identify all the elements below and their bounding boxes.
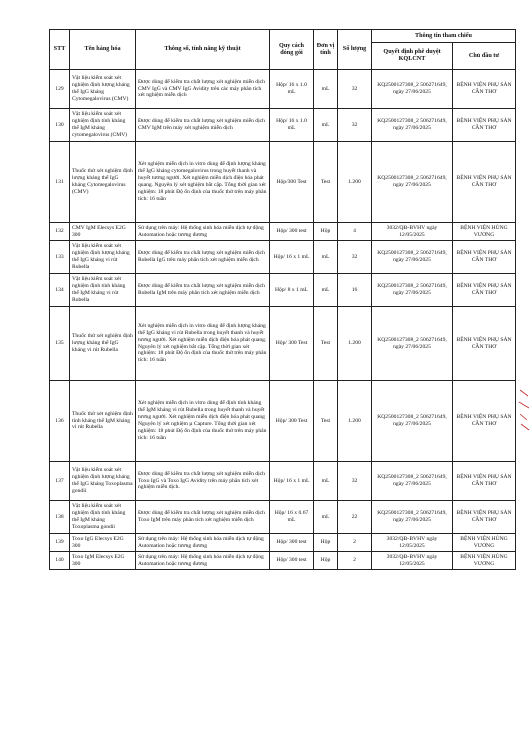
cell-name: Vật liệu kiểm soát xét nghiệm định tính kháng thể IgM kháng Toxoplasma gondii bbox=[70, 501, 136, 534]
cell-specs: Được dùng để kiểm tra chất lượng xét nghiệm miễn dịch Toxo IgG và Toxo IgG Avidity trên máy phân tích xét nghiệm miễn dịch. bbox=[136, 462, 270, 501]
cell-stt: 136 bbox=[50, 381, 70, 462]
cell-specs: Sử dụng trên máy: Hệ thống sinh hóa miễn dịch tự động Automation hoặc tương đương bbox=[136, 552, 270, 570]
cell-quantity: 16 bbox=[338, 274, 372, 307]
cell-decision: KQ2500127308_2 506271649, ngày 27/06/2025 bbox=[372, 142, 453, 223]
header-decision: Quyết định phê duyệt KQLCNT bbox=[372, 43, 453, 70]
cell-packaging: Hộp/ 300 test bbox=[270, 552, 314, 570]
cell-investor: BỆNH VIỆN PHỤ SẢN CẦN THƠ bbox=[453, 241, 516, 274]
cell-investor: BỆNH VIỆN PHỤ SẢN CẦN THƠ bbox=[453, 109, 516, 142]
cell-decision: KQ2500127308_2 506271649, ngày 27/06/2025 bbox=[372, 381, 453, 462]
cell-quantity: 32 bbox=[338, 241, 372, 274]
cell-name: Vật liệu kiểm soát xét nghiệm định lượng kháng thể IgG kháng Cytomegalovirus (CMV) bbox=[70, 70, 136, 109]
cell-decision: KQ2500127308_2 506271649, ngày 27/06/2025 bbox=[372, 274, 453, 307]
cell-stt: 130 bbox=[50, 109, 70, 142]
cell-investor: BỆNH VIỆN HÙNG VƯƠNG bbox=[453, 534, 516, 552]
cell-packaging: Hộp/ 300 Test bbox=[270, 307, 314, 381]
cell-unit: Test bbox=[314, 142, 338, 223]
cell-stt: 135 bbox=[50, 307, 70, 381]
cell-specs: Được dùng để kiểm tra chất lượng xét nghiệm miễn dịch Toxo IgM trên máy phân tích xét nghiệm miễn dịch bbox=[136, 501, 270, 534]
header-row-top bbox=[50, 30, 516, 43]
cell-investor: BỆNH VIỆN PHỤ SẢN CẦN THƠ bbox=[453, 381, 516, 462]
cell-unit: Hộp bbox=[314, 223, 338, 241]
header-name: Tên hàng hóa bbox=[70, 30, 136, 70]
cell-specs: Xét nghiệm miễn dịch in vitro dùng để định tính kháng thể IgM kháng vi rút Rubella trong huyết thanh và huyết tương người. Xét nghiệm miễn dịch điện hóa phát quang Nguyên lý xét nghiệm µ Capture. Tổng thời gian xét nghiệm: 18 phút Độ ổn định của thuốc thử trên máy phân tích: 16 tuần bbox=[136, 381, 270, 462]
cell-stt: 137 bbox=[50, 462, 70, 501]
cell-unit: mL bbox=[314, 70, 338, 109]
cell-investor: BỆNH VIỆN PHỤ SẢN CẦN THƠ bbox=[453, 142, 516, 223]
cell-decision: KQ2500127308_2 506271649, ngày 27/06/2025 bbox=[372, 241, 453, 274]
table-row bbox=[50, 501, 516, 534]
cell-packaging: Hộp/300 Test bbox=[270, 142, 314, 223]
cell-decision: 3032/QĐ-BVHV ngày 12/05/2025 bbox=[372, 552, 453, 570]
cell-packaging: Hộp/ 16 x 0.67 mL bbox=[270, 501, 314, 534]
cell-packaging: Hộp/ 16 x 1.0 mL bbox=[270, 109, 314, 142]
cell-specs: Được dùng để kiểm tra chất lượng xét nghiệm miễn dịch Rubella IgG trên máy phân tích xét nghiệm miễn dịch bbox=[136, 241, 270, 274]
cell-name: Toxo IgG Elecsys E2G 300 bbox=[70, 534, 136, 552]
table-row bbox=[50, 109, 516, 142]
cell-specs: Xét nghiệm miễn dịch in vitro dùng để định lượng kháng thể IgG kháng cytomegalovirus trong huyết thanh và huyết tương người. Xét nghiệm miễn dịch điện hóa phát quang. Nguyên lý xét nghiệm bắt cặp. Tổng thời gian xét nghiệm: 18 phút Độ ổn định của thuốc thử trên máy phân tích: 16 tuần bbox=[136, 142, 270, 223]
cell-packaging: Hộp/ 300 Test bbox=[270, 381, 314, 462]
table-row bbox=[50, 381, 516, 462]
cell-quantity: 22 bbox=[338, 501, 372, 534]
cell-investor: BỆNH VIỆN PHỤ SẢN CẦN THƠ bbox=[453, 70, 516, 109]
cell-name: Thuốc thử xét nghiệm định tính kháng thể IgM kháng vi rút Rubella bbox=[70, 381, 136, 462]
cell-specs: Xét nghiệm miễn dịch in vitro dùng để định lượng kháng thể IgG kháng vi rút Rubella trong huyết thanh và huyết tương người. Xét nghiệm miễn dịch điện hóa phát quang. Nguyên lý xét nghiệm bắt cặp. Tổng thời gian xét nghiệm: 18 phút Độ ổn định của thuốc thử trên máy phân tích: 16 tuần bbox=[136, 307, 270, 381]
procurement-table-page bbox=[49, 29, 515, 570]
cell-investor: BỆNH VIỆN PHỤ SẢN CẦN THƠ bbox=[453, 274, 516, 307]
cell-unit: mL bbox=[314, 501, 338, 534]
table-row bbox=[50, 462, 516, 501]
cell-packaging: Hộp/ 16 x 1.0 mL bbox=[270, 70, 314, 109]
cell-investor: BỆNH VIỆN PHỤ SẢN CẦN THƠ bbox=[453, 307, 516, 381]
cell-name: Vật liệu kiểm soát xét nghiệm định lượng kháng thể IgG kháng Toxoplasma gondii bbox=[70, 462, 136, 501]
table-body bbox=[50, 70, 516, 570]
cell-stt: 129 bbox=[50, 70, 70, 109]
cell-stt: 133 bbox=[50, 241, 70, 274]
cell-packaging: Hộp/ 16 x 1 mL bbox=[270, 462, 314, 501]
cell-unit: mL bbox=[314, 241, 338, 274]
cell-stt: 134 bbox=[50, 274, 70, 307]
cell-specs: Được dùng để kiểm tra chất lượng xét nghiệm miễn dịch Rubella IgM trên máy phân tích xét nghiệm miễn dịch bbox=[136, 274, 270, 307]
cell-investor: BỆNH VIỆN HÙNG VƯƠNG bbox=[453, 552, 516, 570]
cell-name: CMV IgM Elecsys E2G 300 bbox=[70, 223, 136, 241]
cell-decision: 3032/QĐ-BVHV ngày 12/05/2025 bbox=[372, 223, 453, 241]
cell-unit: Test bbox=[314, 381, 338, 462]
cell-packaging: Hộp/ 16 x 1 mL bbox=[270, 241, 314, 274]
header-unit: Đơn vị tính bbox=[314, 30, 338, 70]
cell-specs: Được dùng để kiểm tra chất lượng xét nghiệm miễn dịch CMV IgG và CMV IgG Avidity trên các máy phân tích xét nghiệm miễn dịch bbox=[136, 70, 270, 109]
cell-decision: KQ2500127308_2 506271649, ngày 27/06/2025 bbox=[372, 70, 453, 109]
cell-quantity: 32 bbox=[338, 462, 372, 501]
cell-unit: Hộp bbox=[314, 552, 338, 570]
cell-packaging: Hộp/ 300 test bbox=[270, 223, 314, 241]
header-stt: STT bbox=[50, 30, 70, 70]
table-row bbox=[50, 274, 516, 307]
cell-decision: KQ2500127308_2 506271649, ngày 27/06/2025 bbox=[372, 501, 453, 534]
cell-quantity: 2 bbox=[338, 552, 372, 570]
cell-decision: 3032/QĐ-BVHV ngày 12/05/2025 bbox=[372, 534, 453, 552]
cell-quantity: 1.200 bbox=[338, 307, 372, 381]
table-row bbox=[50, 223, 516, 241]
cell-packaging: Hộp/ 300 test bbox=[270, 534, 314, 552]
table-row bbox=[50, 142, 516, 223]
header-reference: Thông tin tham chiếu bbox=[372, 30, 516, 43]
table-row bbox=[50, 241, 516, 274]
cell-specs: Được dùng để kiểm tra chất lượng xét nghiệm miễn dịch CMV IgM trên máy xét nghiệm miễn dịch bbox=[136, 109, 270, 142]
cell-investor: BỆNH VIỆN PHỤ SẢN CẦN THƠ bbox=[453, 462, 516, 501]
table-row bbox=[50, 534, 516, 552]
cell-investor: BỆNH VIỆN PHỤ SẢN CẦN THƠ bbox=[453, 501, 516, 534]
cell-quantity: 4 bbox=[338, 223, 372, 241]
cell-unit: mL bbox=[314, 109, 338, 142]
header-specs: Thông số, tính năng kỹ thuật bbox=[136, 30, 270, 70]
cell-name: Vật liệu kiểm soát xét nghiệm định tính kháng thể IgM kháng vi rút Rubella bbox=[70, 274, 136, 307]
cell-unit: Test bbox=[314, 307, 338, 381]
cell-quantity: 32 bbox=[338, 109, 372, 142]
cell-specs: Sử dụng trên máy: Hệ thống sinh hóa miễn dịch tự động Automation hoặc tương đương bbox=[136, 223, 270, 241]
cell-name: Vật liệu kiểm soát xét nghiệm định lượng kháng thể IgG kháng vi rút Rubella bbox=[70, 241, 136, 274]
table-row bbox=[50, 70, 516, 109]
cell-quantity: 1.200 bbox=[338, 142, 372, 223]
header-quantity: Số lượng bbox=[338, 30, 372, 70]
table-row bbox=[50, 307, 516, 381]
cell-investor: BỆNH VIỆN HÙNG VƯƠNG bbox=[453, 223, 516, 241]
cell-name: Thuốc thử xét nghiệm định lượng kháng thể IgG kháng Cytomegalovirus (CMV) bbox=[70, 142, 136, 223]
cell-stt: 131 bbox=[50, 142, 70, 223]
cell-quantity: 32 bbox=[338, 70, 372, 109]
cell-decision: KQ2500127308_2 506271649, ngày 27/06/2025 bbox=[372, 307, 453, 381]
header-investor: Chủ đầu tư bbox=[453, 43, 516, 70]
cell-decision: KQ2500127308_2 506271649, ngày 27/06/2025 bbox=[372, 462, 453, 501]
cell-decision: KQ2500127308_2 506271649, ngày 27/06/2025 bbox=[372, 109, 453, 142]
cell-quantity: 2 bbox=[338, 534, 372, 552]
cell-name: Vật liệu kiểm soát xét nghiệm định tính kháng thể IgM kháng cytomegalovirus (CMV) bbox=[70, 109, 136, 142]
goods-table bbox=[49, 29, 516, 570]
cell-stt: 138 bbox=[50, 501, 70, 534]
cell-unit: mL bbox=[314, 462, 338, 501]
cell-specs: Sử dụng trên máy: Hệ thống sinh hóa miễn dịch tự động Automation hoặc tương đương bbox=[136, 534, 270, 552]
header-packaging: Quy cách đóng gói bbox=[270, 30, 314, 70]
cell-stt: 140 bbox=[50, 552, 70, 570]
signature-mark-icon bbox=[517, 386, 531, 436]
cell-packaging: Hộp/ 8 x 1 mL bbox=[270, 274, 314, 307]
cell-name: Toxo IgM Elecsys E2G 300 bbox=[70, 552, 136, 570]
table-row bbox=[50, 552, 516, 570]
cell-name: Thuốc thử xét nghiệm định lượng kháng thể IgG kháng vi rút Rubella bbox=[70, 307, 136, 381]
cell-stt: 132 bbox=[50, 223, 70, 241]
cell-quantity: 1.200 bbox=[338, 381, 372, 462]
cell-stt: 139 bbox=[50, 534, 70, 552]
cell-unit: Hộp bbox=[314, 534, 338, 552]
cell-unit: mL bbox=[314, 274, 338, 307]
